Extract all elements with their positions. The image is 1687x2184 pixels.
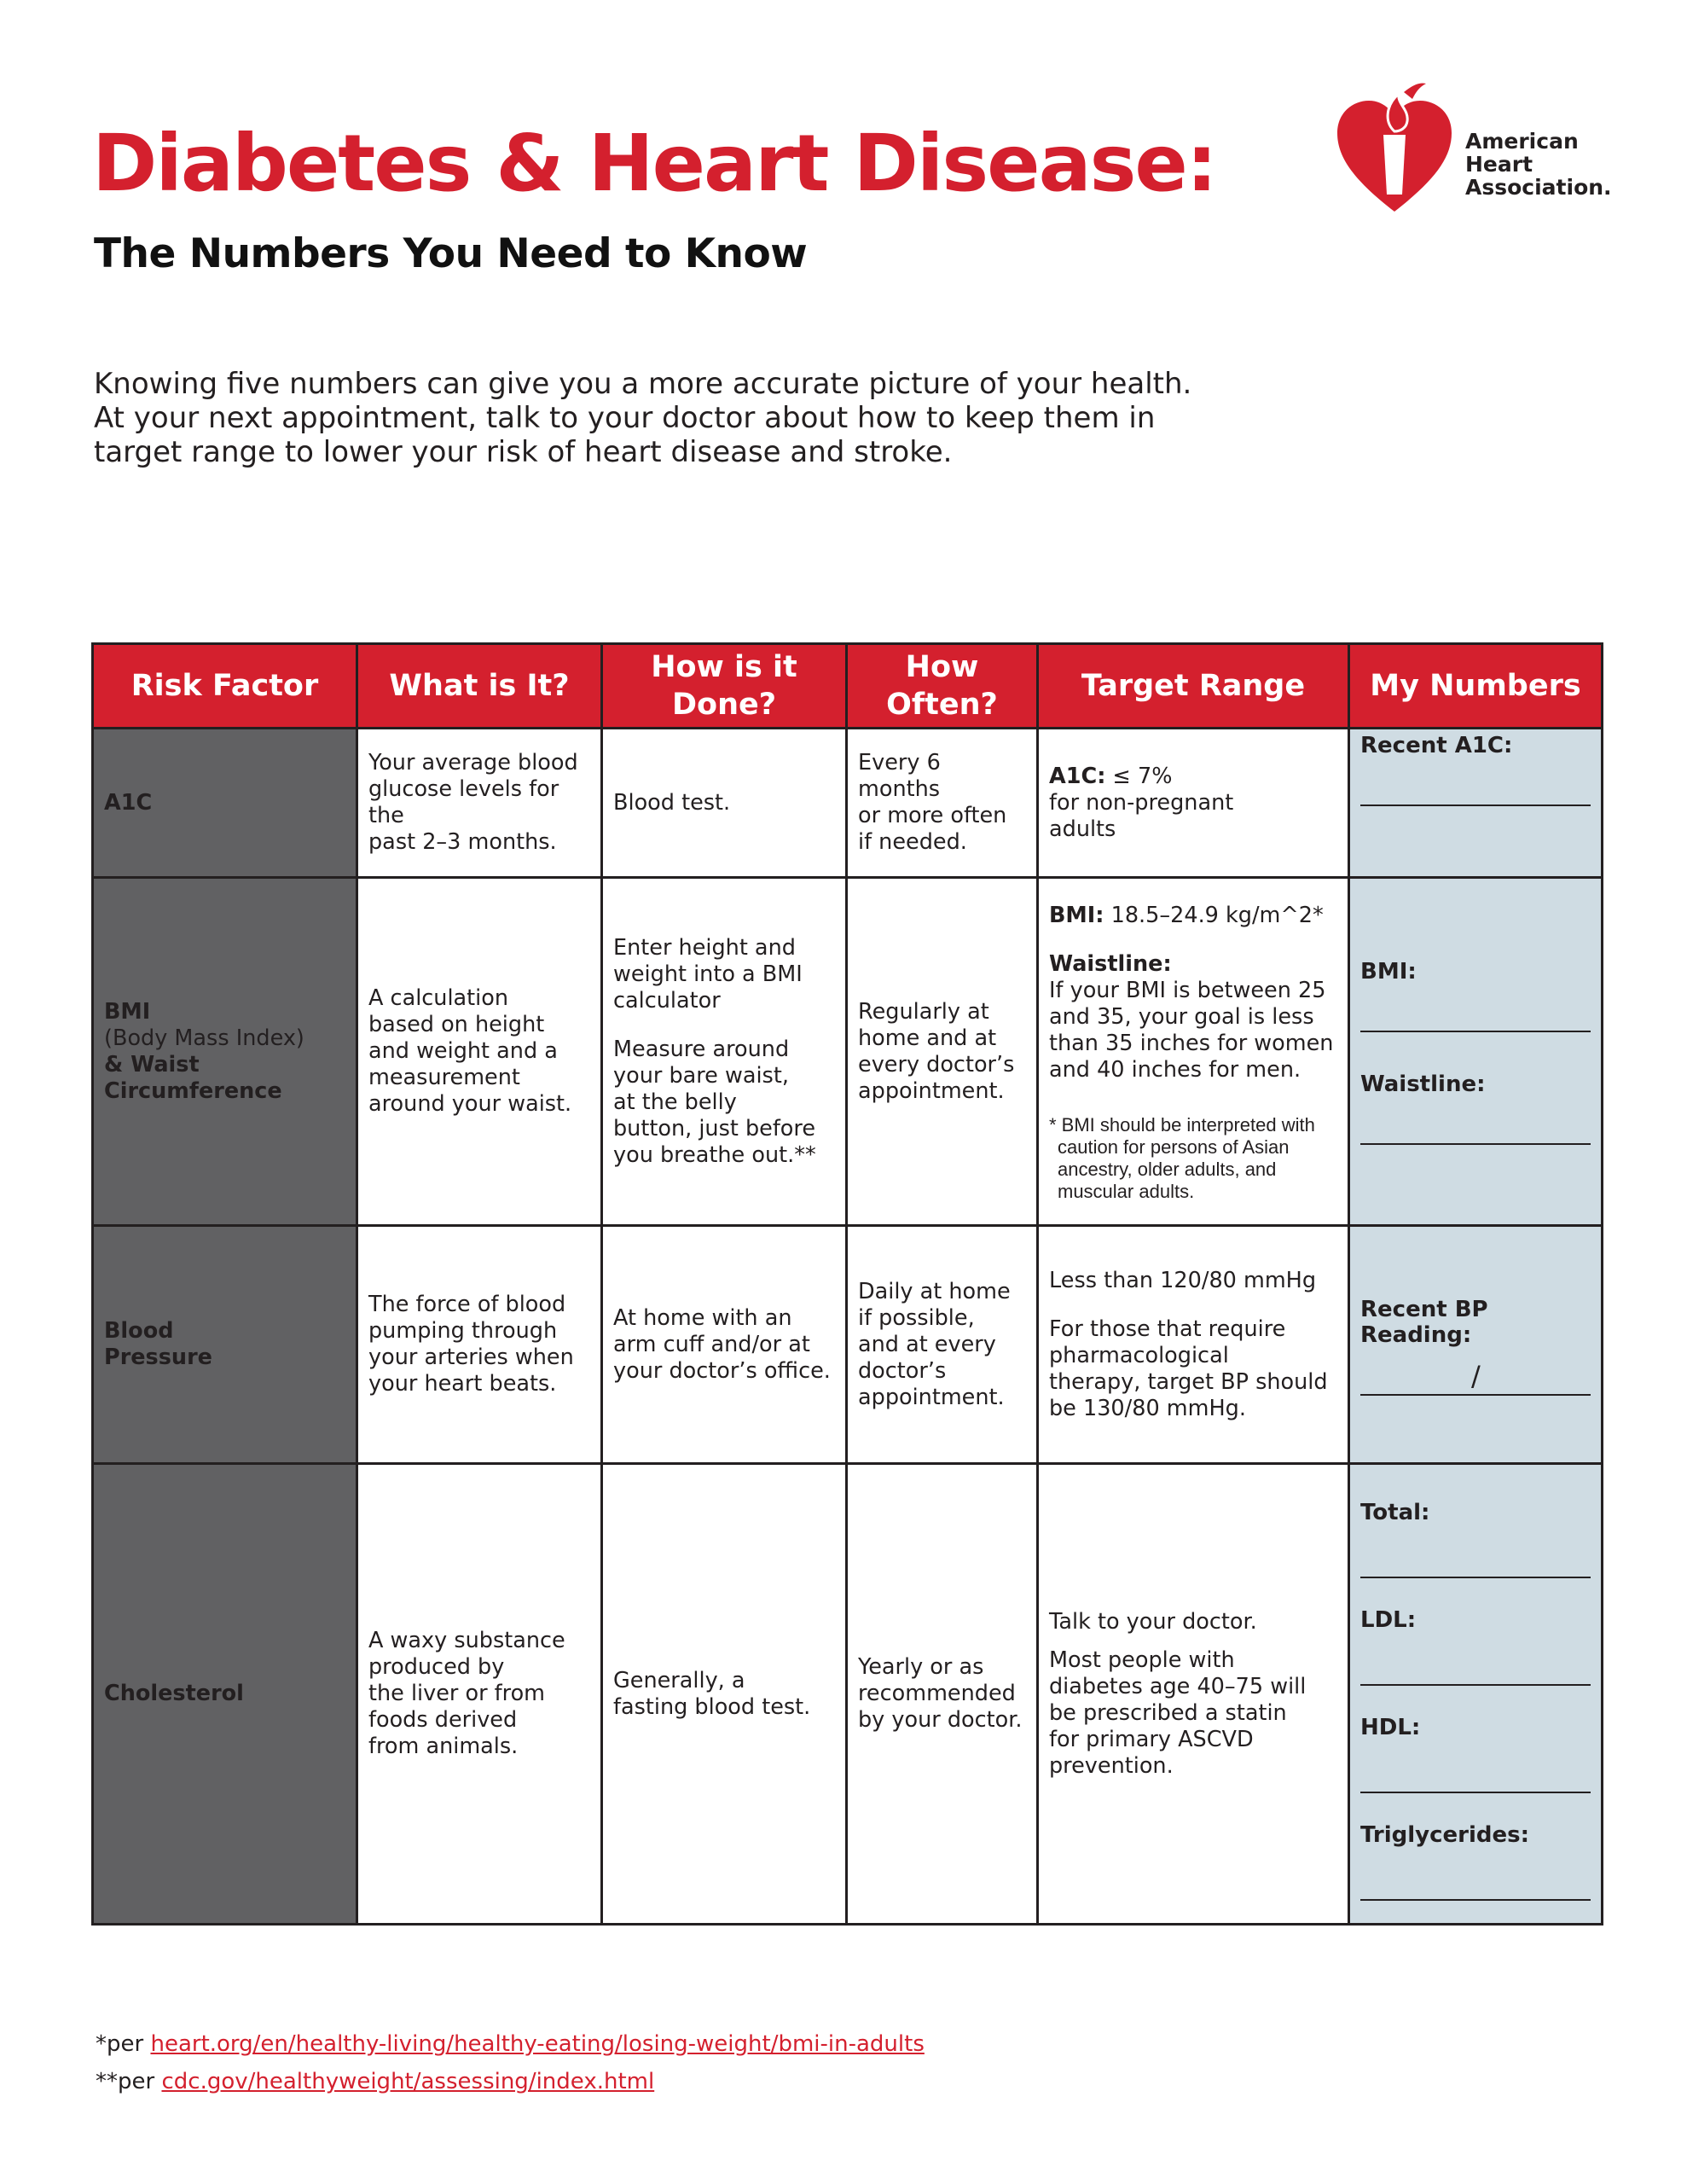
header-how-is-it-done: How is it Done? [602, 644, 847, 729]
footnotes [96, 2025, 925, 2100]
what-is-it-cell: The force of blood pumping through your arteries when your heart beats. [357, 1226, 602, 1464]
table-row [93, 1464, 1603, 1925]
table-row [93, 729, 1603, 878]
how-often-cell: Yearly or as recommended by your doctor. [847, 1464, 1038, 1925]
page-subtitle: The Numbers You Need to Know [94, 230, 808, 277]
risk-factor-table [91, 642, 1603, 1926]
table-header-row [93, 644, 1603, 729]
table-row [93, 878, 1603, 1226]
how-often-cell: Daily at home if possible, and at every doctor’s appointment. [847, 1226, 1038, 1464]
target-range-cell: BMI: 18.5–24.9 kg/m^2* Waistline: If your BMI is between 25 and 35, your goal is less than 35 inches for women and 40 inches for men. * BMI should be interpreted with caution for persons of Asian ancestry, older adults, and muscular adults. [1038, 878, 1349, 1226]
risk-factor-name: Cholesterol [93, 1464, 357, 1925]
total-entry-field[interactable] [1360, 1577, 1591, 1578]
how-done-cell: At home with an arm cuff and/or at your doctor’s office. [602, 1226, 847, 1464]
how-done-cell: Enter height and weight into a BMI calculator Measure around your bare waist, at the belly button, just before you breathe out.** [602, 878, 847, 1226]
target-range-cell: Talk to your doctor. Most people with diabetes age 40–75 will be prescribed a statin for primary ASCVD prevention. [1038, 1464, 1349, 1925]
heart-org-link[interactable]: heart.org/en/healthy-living/healthy-eating/losing-weight/bmi-in-adults [150, 2031, 925, 2057]
what-is-it-cell: A waxy substance produced by the liver or from foods derived from animals. [357, 1464, 602, 1925]
header-what-is-it: What is It? [357, 644, 602, 729]
page-title: Diabetes & Heart Disease: [92, 118, 1216, 209]
intro-paragraph: Knowing five numbers can give you a more accurate picture of your health. At your next appointment, talk to your doctor about how to keep them in target range to lower your risk of heart disease and stroke. [94, 367, 1192, 469]
risk-factor-name: Blood Pressure [93, 1226, 357, 1464]
heart-torch-icon [1330, 75, 1458, 220]
target-range-cell: A1C: ≤ 7% for non-pregnant adults [1038, 729, 1349, 878]
how-done-cell: Generally, a fasting blood test. [602, 1464, 847, 1925]
header-how-often: How Often? [847, 644, 1038, 729]
my-numbers-cell: Recent A1C: [1349, 729, 1603, 878]
how-often-cell: Regularly at home and at every doctor’s appointment. [847, 878, 1038, 1226]
risk-factor-name: A1C [93, 729, 357, 878]
cdc-gov-link[interactable]: cdc.gov/healthyweight/assessing/index.html [161, 2069, 655, 2094]
waistline-entry-field[interactable] [1360, 1143, 1591, 1145]
what-is-it-cell: A calculation based on height and weight and a measurement around your waist. [357, 878, 602, 1226]
aha-logo [1330, 75, 1620, 220]
target-range-cell: Less than 120/80 mmHg For those that require pharmacological therapy, target BP should be 130/80 mmHg. [1038, 1226, 1349, 1464]
footnote-waist-source: **per cdc.gov/healthyweight/assessing/index.html [96, 2069, 655, 2094]
bp-entry-field[interactable] [1360, 1394, 1591, 1396]
logo-wordmark: American Heart Association. [1465, 129, 1612, 200]
my-numbers-cell: BMI: Waistline: [1349, 878, 1603, 1226]
how-often-cell: Every 6 months or more often if needed. [847, 729, 1038, 878]
ldl-entry-field[interactable] [1360, 1684, 1591, 1686]
how-done-cell: Blood test. [602, 729, 847, 878]
header-my-numbers: My Numbers [1349, 644, 1603, 729]
risk-factor-name: BMI (Body Mass Index) & Waist Circumference [93, 878, 357, 1226]
what-is-it-cell: Your average blood glucose levels for the past 2–3 months. [357, 729, 602, 878]
hdl-entry-field[interactable] [1360, 1792, 1591, 1793]
bmi-entry-field[interactable] [1360, 1031, 1591, 1032]
a1c-entry-field[interactable] [1360, 804, 1591, 806]
header-target-range: Target Range [1038, 644, 1349, 729]
footnote-bmi-source: *per heart.org/en/healthy-living/healthy-eating/losing-weight/bmi-in-adults [96, 2031, 925, 2057]
bmi-footnote: * BMI should be interpreted with caution for persons of Asian ancestry, older adults, and muscular adults. [1049, 1114, 1315, 1202]
header-risk-factor: Risk Factor [93, 644, 357, 729]
my-numbers-cell: Total: LDL: HDL: Triglycerides: [1349, 1464, 1603, 1925]
my-numbers-cell: Recent BP Reading: / [1349, 1226, 1603, 1464]
triglycerides-entry-field[interactable] [1360, 1899, 1591, 1901]
table-row [93, 1226, 1603, 1464]
